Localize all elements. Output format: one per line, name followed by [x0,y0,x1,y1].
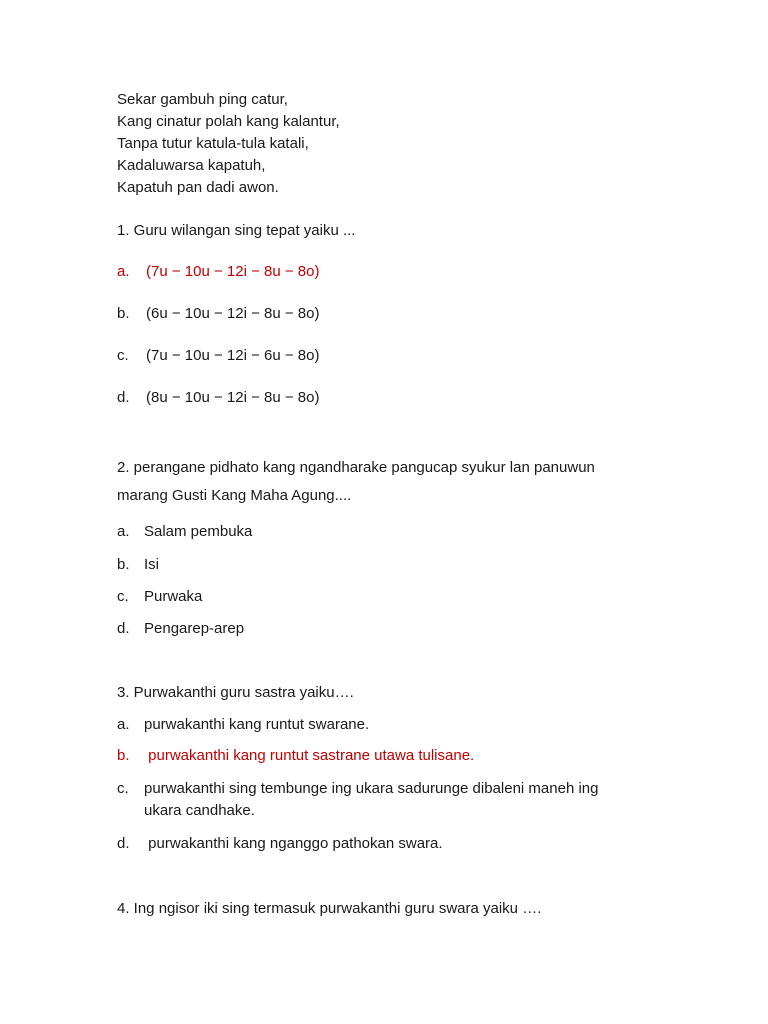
option-text: (7u − 10u − 12i − 6u − 8o) [146,347,320,364]
poem-line-2: Kang cinatur polah kang kalantur, [117,113,340,130]
q2-option-b [117,555,159,575]
option-text: (8u − 10u − 12i − 8u − 8o) [146,389,320,406]
option-mark: c. [117,780,129,797]
option-text: Isi [144,556,159,573]
q3-option-b [117,746,474,766]
option-text: purwakanthi kang nganggo pathokan swara. [144,835,443,852]
option-text: purwakanthi kang runtut swarane. [144,716,370,733]
option-mark: d. [117,835,130,852]
q2-option-c [117,587,202,607]
option-mark: c. [117,588,129,605]
option-mark: b. [117,305,130,322]
option-mark: a. [117,523,130,540]
option-mark: a. [117,263,130,280]
option-text: purwakanthi sing tembunge ing ukara sadurunge dibaleni maneh ing [144,780,599,797]
option-mark: b. [117,556,130,573]
question-2-line-1: 2. perangane pidhato kang ngandharake pangucap syukur lan panuwun [117,459,595,476]
q2-option-d [117,619,244,639]
option-mark: d. [117,620,130,637]
question-2-line-2: marang Gusti Kang Maha Agung.... [117,487,352,504]
option-text: purwakanthi kang runtut sastrane utawa tulisane. [144,747,475,764]
poem-line-3: Tanpa tutur katula-tula katali, [117,135,309,152]
option-text: Pengarep-arep [144,620,245,637]
q3-option-d [117,834,443,854]
poem-line-1: Sekar gambuh ping catur, [117,91,288,108]
q3-option-a [117,715,369,735]
poem-line-5: Kapatuh pan dadi awon. [117,179,279,196]
q1-option-c [117,346,319,366]
option-mark: c. [117,347,129,364]
option-text: (6u − 10u − 12i − 8u − 8o) [146,305,320,322]
question-1: 1. Guru wilangan sing tepat yaiku ... [117,222,356,239]
q1-option-b [117,304,319,324]
option-mark: d. [117,389,130,406]
option-text: Salam pembuka [144,523,253,540]
option-text: Purwaka [144,588,203,605]
q2-option-a [117,522,252,542]
q3-option-c [117,779,598,799]
q1-option-d [117,388,319,408]
option-mark: a. [117,716,130,733]
option-text: (7u − 10u − 12i − 8u − 8o) [146,263,320,280]
question-3: 3. Purwakanthi guru sastra yaiku…. [117,684,354,701]
question-4: 4. Ing ngisor iki sing termasuk purwakanthi guru swara yaiku …. [117,900,542,917]
q3-option-c-continued: ukara candhake. [144,802,255,819]
q1-option-a [117,262,319,282]
poem-line-4: Kadaluwarsa kapatuh, [117,157,266,174]
option-mark: b. [117,747,130,764]
